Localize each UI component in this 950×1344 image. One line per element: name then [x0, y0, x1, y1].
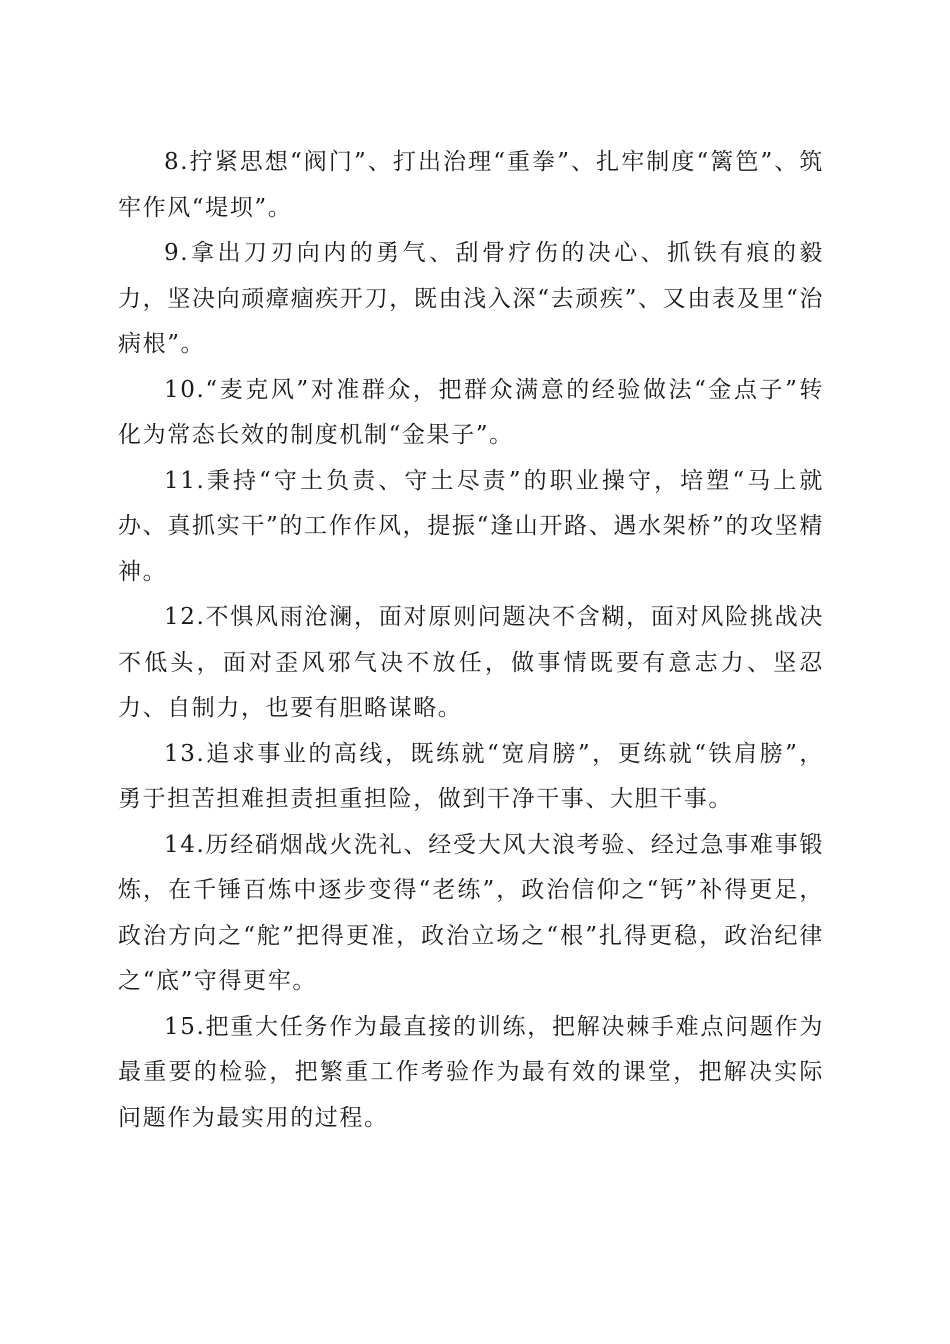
document-body: [118, 140, 824, 1141]
paragraph-item-9: 9.拿出刀刃向内的勇气、刮骨疗伤的决心、抓铁有痕的毅力，坚决向顽瘴痼疾开刀，既由浅入深“去顽疾”、又由表及里“治病根”。: [118, 240, 824, 357]
paragraph-item-13: 13.追求事业的高线，既练就“宽肩膀”，更练就“铁肩膀”，勇于担苦担难担责担重担险，做到干净干事、大胆干事。: [118, 740, 824, 812]
paragraph-item-14: 14.历经硝烟战火洗礼、经受大风大浪考验、经过急事难事锻炼，在千锤百炼中逐步变得“老练”，政治信仰之“钙”补得更足，政治方向之“舵”把得更准，政治立场之“根”扎得更稳，政治纪律之“底”守得更牢。: [118, 831, 824, 994]
paragraph-item-12: 12.不惧风雨沧澜，面对原则问题决不含糊，面对风险挑战决不低头，面对歪风邪气决不放任，做事情既要有意志力、坚忍力、自制力，也要有胆略谋略。: [118, 604, 824, 721]
paragraph-item-11: 11.秉持“守土负责、守土尽责”的职业操守，培塑“马上就办、真抓实干”的工作作风，提振“逢山开路、遇水架桥”的攻坚精神。: [118, 467, 824, 585]
paragraph-item-8: 8.拧紧思想“阀门”、打出治理“重拳”、扎牢制度“篱笆”、筑牢作风“堤坝”。: [118, 149, 824, 221]
paragraph-item-15: 15.把重大任务作为最直接的训练，把解决棘手难点问题作为最重要的检验，把繁重工作考验作为最有效的课堂，把解决实际问题作为最实用的过程。: [118, 1013, 824, 1131]
paragraph-item-10: 10.“麦克风”对准群众，把群众满意的经验做法“金点子”转化为常态长效的制度机制“金果子”。: [118, 376, 824, 448]
